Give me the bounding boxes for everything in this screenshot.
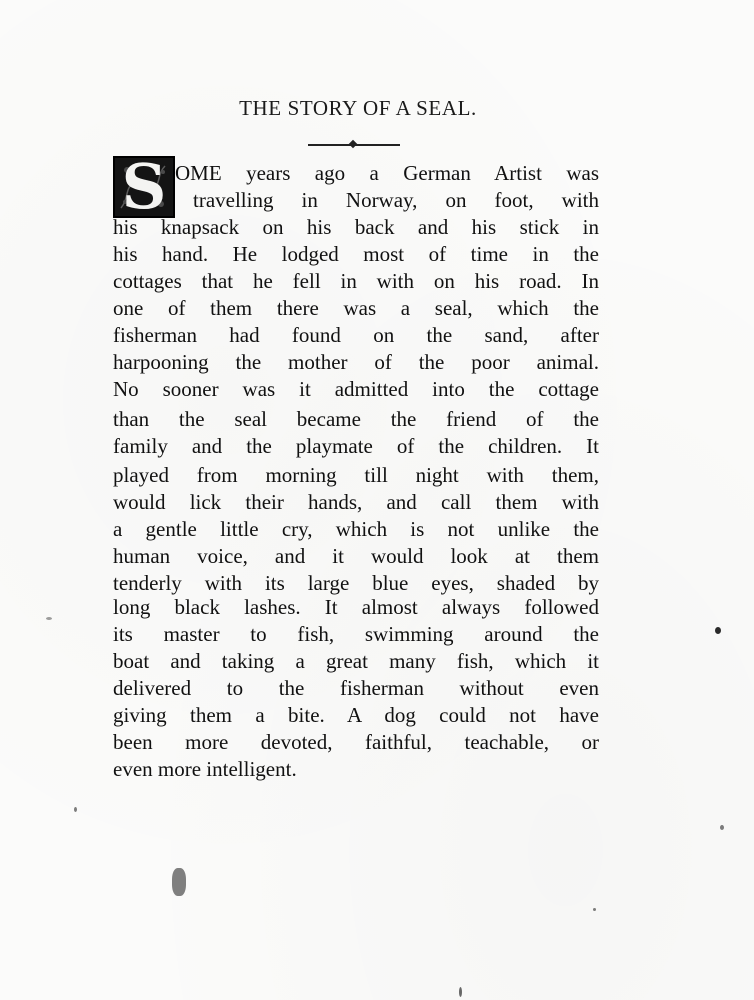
text-line: delivered to the fisherman without even — [113, 676, 599, 700]
text-line: his hand. He lodged most of time in the — [113, 242, 599, 266]
text-line: giving them a bite. A dog could not have — [113, 703, 599, 727]
text-line: even more intelligent. — [113, 757, 297, 781]
ink-speck — [459, 987, 462, 997]
text-line: cottages that he fell in with on his road. In — [113, 269, 599, 293]
text-line: one of them there was a seal, which the — [113, 296, 599, 320]
text-line: a gentle little cry, which is not unlike the — [113, 517, 599, 541]
text-line: travelling in Norway, on foot, with — [193, 188, 599, 212]
page-title: THE STORY OF A SEAL. — [239, 96, 477, 120]
text-line: would lick their hands, and call them with — [113, 490, 599, 514]
ink-speck — [720, 825, 724, 830]
rule-diamond-ornament — [349, 140, 357, 148]
ink-speck — [46, 617, 52, 620]
decorated-drop-cap — [113, 156, 175, 218]
ink-speck — [715, 627, 721, 634]
text-line: played from morning till night with them, — [113, 463, 599, 487]
text-line: than the seal became the friend of the — [113, 407, 599, 431]
text-line: tenderly with its large blue eyes, shaded by — [113, 571, 599, 595]
text-line: OME years ago a German Artist was — [175, 161, 599, 185]
text-line: been more devoted, faithful, teachable, or — [113, 730, 599, 754]
ink-speck — [593, 908, 596, 911]
text-line: its master to fish, swimming around the — [113, 622, 599, 646]
text-line: family and the playmate of the children. It — [113, 434, 599, 458]
text-line: long black lashes. It almost always followed — [113, 595, 599, 619]
text-line: human voice, and it would look at them — [113, 544, 599, 568]
ink-smudge — [172, 868, 186, 896]
text-line: No sooner was it admitted into the cottage — [113, 377, 599, 401]
text-line: boat and taking a great many fish, which it — [113, 649, 599, 673]
drop-cap-letter: S — [121, 156, 167, 218]
text-line: fisherman had found on the sand, after — [113, 323, 599, 347]
text-line: harpooning the mother of the poor animal. — [113, 350, 599, 374]
text-line: his knapsack on his back and his stick in — [113, 215, 599, 239]
ink-speck — [74, 807, 77, 812]
